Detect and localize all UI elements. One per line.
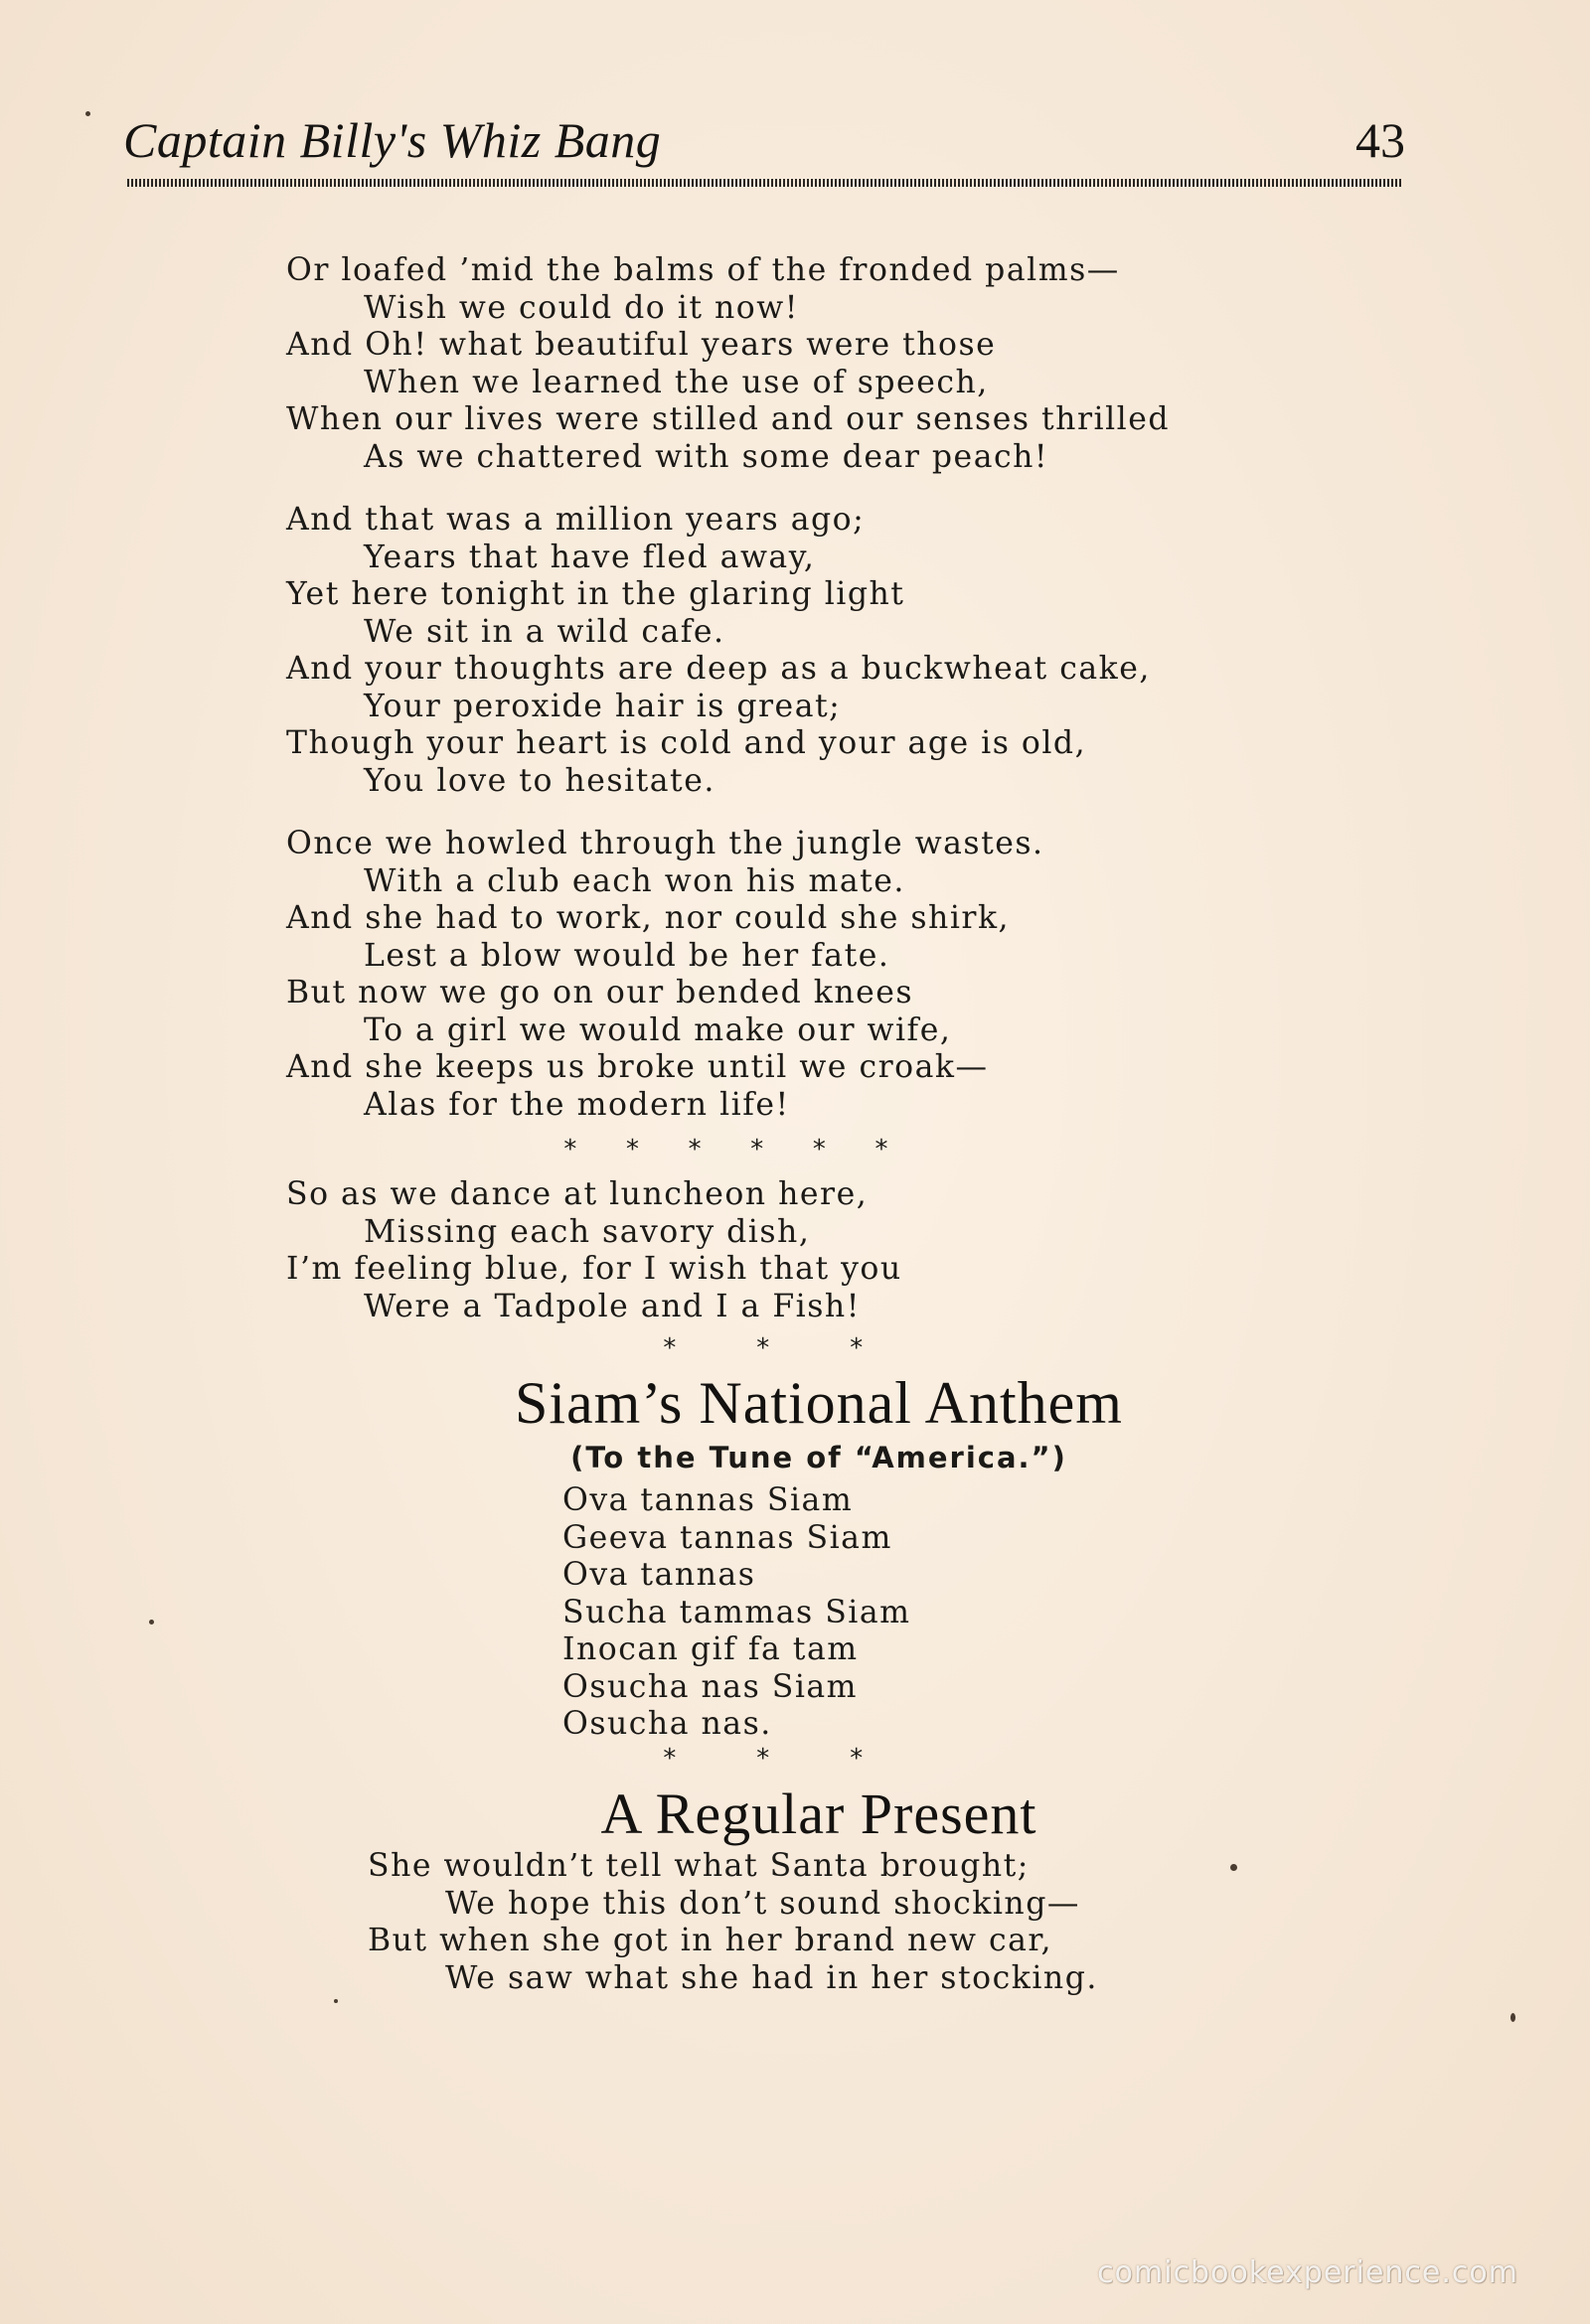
- poem-line: And that was a million years ago;: [286, 502, 866, 538]
- poem-line: But now we go on our bended knees: [286, 975, 914, 1010]
- poem: [286, 252, 1320, 1150]
- poem-line: Once we howled through the jungle wastes.: [286, 826, 1044, 861]
- site-watermark: comicbookexperience.com: [1097, 2255, 1518, 2290]
- poem-line: Though your heart is cold and your age is old,: [286, 725, 1087, 761]
- magazine-title: Captain Billy's Whiz Bang: [123, 112, 662, 168]
- poem-line: Were a Tadpole and I a Fish!: [364, 1288, 861, 1324]
- poem-line: And she keeps us broke until we croak—: [286, 1049, 989, 1085]
- poem-line: Wish we could do it now!: [364, 289, 799, 326]
- paper-speck: [149, 1620, 154, 1625]
- verse-line: We saw what she had in her stocking.: [445, 1959, 1098, 1996]
- page-header: [123, 111, 1405, 181]
- poem-line: I’m feeling blue, for I wish that you: [286, 1251, 902, 1287]
- anthem-line: Sucha tammas Siam: [562, 1594, 911, 1630]
- poem-line: Your peroxide hair is great;: [364, 688, 842, 724]
- stanza-1: [286, 252, 1320, 476]
- poem-line: When we learned the use of speech,: [364, 364, 989, 400]
- stanza-4: [286, 1176, 1320, 1325]
- anthem-line: Inocan gif fa tam: [562, 1631, 859, 1667]
- poem-line: Alas for the modern life!: [364, 1086, 790, 1123]
- siam-anthem-title: Siam’s National Anthem: [515, 1370, 1123, 1436]
- siam-anthem-subtitle: (To the Tune of “America.”): [570, 1441, 1067, 1474]
- siam-anthem-verse: [562, 1482, 911, 1744]
- poem-line: We sit in a wild cafe.: [364, 613, 725, 650]
- poem-line: To a girl we would make our wife,: [364, 1011, 952, 1048]
- page-number: 43: [1355, 112, 1405, 168]
- poem-line: And she had to work, nor could she shirk,: [286, 900, 1011, 936]
- poem-line: Yet here tonight in the glaring light: [286, 576, 905, 612]
- poem-line: So as we dance at luncheon here,: [286, 1176, 869, 1212]
- paper-speck: [85, 111, 90, 116]
- poem-line: Missing each savory dish,: [364, 1213, 811, 1250]
- asterism-separator: * * *: [662, 1744, 865, 1774]
- poem-line: Years that have fled away,: [364, 539, 816, 575]
- paper-speck: [1510, 2013, 1515, 2022]
- stanza-2: [286, 502, 1320, 800]
- poem-final-stanza: [286, 1176, 1320, 1351]
- verse-line: But when she got in her brand new car,: [368, 1923, 1052, 1958]
- anthem-line: Geeva tannas Siam: [562, 1519, 892, 1556]
- asterism-separator: * * *: [662, 1333, 865, 1363]
- verse-line: She wouldn’t tell what Santa brought;: [368, 1848, 1030, 1884]
- poem-line: And your thoughts are deep as a buckwheat cake,: [286, 651, 1151, 687]
- poem-line: As we chattered with some dear peach!: [364, 438, 1049, 475]
- poem-line: And Oh! what beautiful years were those: [286, 327, 997, 363]
- stanza-3: [286, 826, 1320, 1124]
- regular-present-verse: [368, 1848, 1098, 1997]
- poem-line: Or loafed ’mid the balms of the fronded palms—: [286, 252, 1120, 288]
- anthem-line: Osucha nas.: [562, 1706, 772, 1742]
- poem-line: You love to hesitate.: [364, 762, 716, 799]
- header-rule: [127, 179, 1403, 187]
- asterism-separator: * * * * * *: [562, 1135, 889, 1164]
- regular-present-title: A Regular Present: [600, 1782, 1037, 1846]
- paper-speck: [334, 1999, 338, 2003]
- anthem-line: Osucha nas Siam: [562, 1668, 859, 1705]
- paper-speck: [1230, 1864, 1237, 1871]
- verse-line: We hope this don’t sound shocking—: [445, 1885, 1080, 1922]
- anthem-line: Ova tannas Siam: [562, 1482, 854, 1518]
- poem-line: With a club each won his mate.: [364, 862, 905, 899]
- anthem-line: Ova tannas: [562, 1557, 756, 1593]
- poem-line: Lest a blow would be her fate.: [364, 937, 890, 974]
- poem-line: When our lives were stilled and our senses thrilled: [286, 401, 1171, 437]
